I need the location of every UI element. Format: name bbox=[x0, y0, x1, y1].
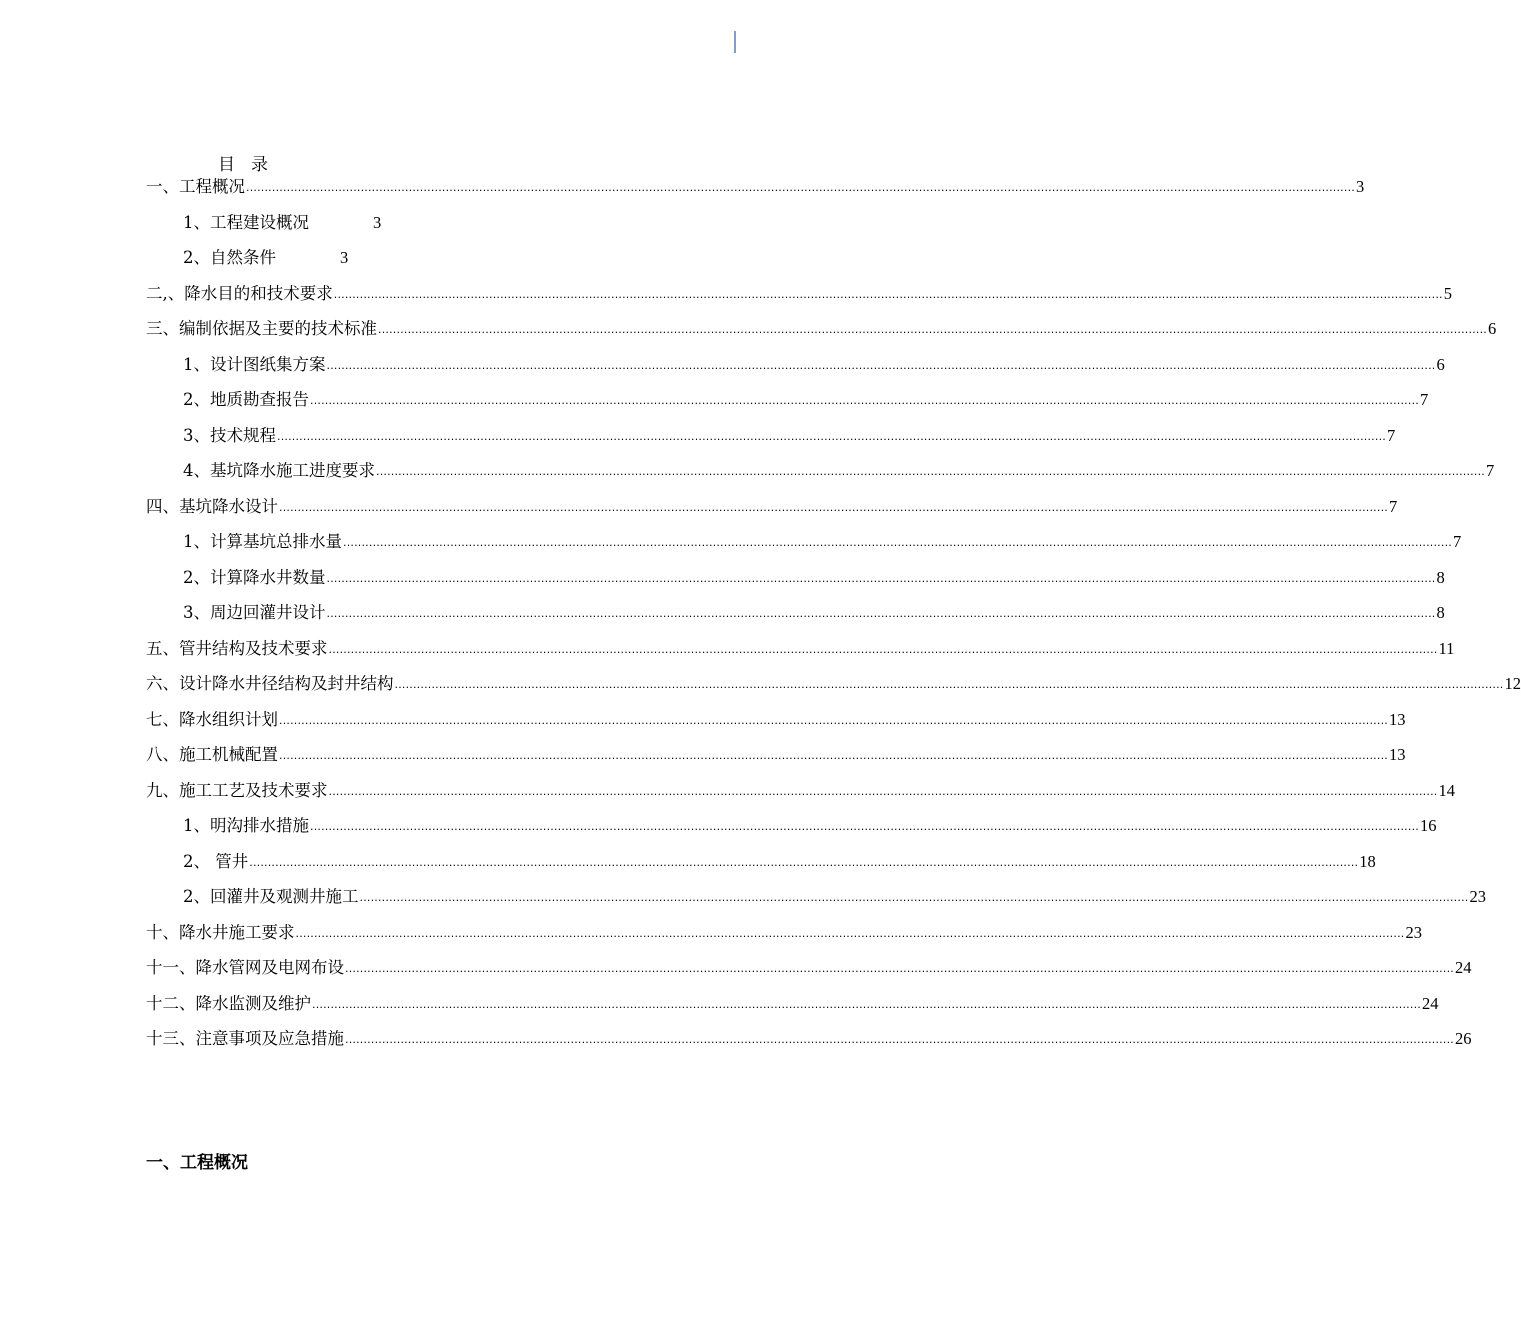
toc-entry-label: 九、施工工艺及技术要求 bbox=[146, 780, 328, 800]
toc-entry-page-number: 8 bbox=[1436, 567, 1445, 587]
toc-entry[interactable] bbox=[146, 709, 1406, 733]
toc-entry-label: 八、施工机械配置 bbox=[146, 745, 278, 764]
toc-dot-leader: ............................................................................................................................................................................................................................................................................................................ bbox=[333, 287, 1443, 301]
toc-entry-page-number: 24 bbox=[1421, 993, 1439, 1013]
toc-entry-label: 3、技术规程 bbox=[183, 425, 276, 445]
toc-entry[interactable] bbox=[146, 922, 1422, 946]
toc-entry-page-number: 7 bbox=[1452, 532, 1462, 551]
toc-entry-page-number: 14 bbox=[1438, 780, 1455, 800]
toc-entry[interactable] bbox=[183, 567, 1445, 591]
toc-entry[interactable] bbox=[146, 744, 1406, 768]
toc-entry-label: 4、基坑降水施工进度要求 bbox=[183, 461, 375, 480]
toc-dot-leader: ............................................................................................................................................................................................................................................................................................................ bbox=[326, 358, 1436, 372]
toc-entry[interactable] bbox=[183, 425, 1396, 449]
toc-dot-leader: ............................................................................................................................................................................................................................................................................................................ bbox=[345, 1033, 1454, 1046]
toc-entry-label: 2、自然条件 bbox=[183, 248, 276, 267]
toc-entry-label: 2、计算降水井数量 bbox=[183, 567, 326, 587]
toc-dot-leader: ............................................................................................................................................................................................................................................................................................................ bbox=[328, 784, 1438, 798]
toc-entry-label: 二,、降水目的和技术要求 bbox=[146, 283, 333, 303]
toc-entry-label: 三、编制依据及主要的技术标准 bbox=[146, 319, 377, 338]
toc-entry-page-number: 5 bbox=[1443, 283, 1452, 303]
toc-entry-page-number: 12 bbox=[1504, 674, 1521, 693]
section-heading: 一、工程概况 bbox=[146, 1153, 248, 1173]
toc-title-char-2: 录 bbox=[251, 155, 270, 175]
toc-entry-page-number: 3 bbox=[373, 212, 382, 232]
toc-entry[interactable] bbox=[183, 531, 1462, 555]
toc-entry[interactable] bbox=[146, 283, 1452, 307]
toc-entry-label: 五、管井结构及技术要求 bbox=[146, 638, 328, 658]
toc-dot-leader: ............................................................................................................................................................................................................................................................................................................ bbox=[378, 323, 1487, 336]
toc-entry-page-number: 6 bbox=[1436, 354, 1445, 374]
toc-entry-page-number: 7 bbox=[1386, 425, 1396, 445]
toc-dot-leader: ............................................................................................................................................................................................................................................................................................................ bbox=[279, 749, 1388, 762]
toc-entry[interactable] bbox=[183, 389, 1429, 413]
toc-entry-page-number: 13 bbox=[1388, 745, 1406, 764]
toc-entry[interactable] bbox=[183, 886, 1486, 910]
toc-entry-page-number: 24 bbox=[1454, 958, 1472, 977]
toc-entry-page-number: 23 bbox=[1405, 922, 1422, 942]
toc-entry-label: 2、 管井 bbox=[183, 851, 249, 871]
toc-entry[interactable] bbox=[146, 957, 1472, 981]
toc-entry[interactable] bbox=[146, 780, 1455, 804]
toc-entry-label: 十三、注意事项及应急措施 bbox=[146, 1029, 344, 1048]
toc-title bbox=[218, 150, 270, 175]
toc-entry[interactable] bbox=[146, 1028, 1472, 1052]
toc-dot-leader: ............................................................................................................................................................................................................................................................................................................ bbox=[310, 394, 1419, 407]
toc-dot-leader: ............................................................................................................................................................................................................................................................................................................ bbox=[312, 997, 1421, 1011]
toc-dot-leader: ............................................................................................................................................................................................................................................................................................................ bbox=[279, 713, 1388, 727]
toc-entry[interactable] bbox=[183, 354, 1445, 378]
toc-entry-page-number: 13 bbox=[1388, 709, 1406, 729]
toc-dot-leader: ............................................................................................................................................................................................................................................................................................................ bbox=[326, 607, 1436, 620]
toc-entry[interactable] bbox=[183, 212, 381, 234]
toc-entry-label: 十、降水井施工要求 bbox=[146, 922, 295, 942]
toc-dot-leader: ............................................................................................................................................................................................................................................................................................................ bbox=[310, 820, 1419, 833]
toc-entry-label: 十一、降水管网及电网布设 bbox=[146, 958, 344, 977]
toc-entry-label: 1、计算基坑总排水量 bbox=[183, 532, 342, 551]
toc-dot-leader: ............................................................................................................................................................................................................................................................................................................ bbox=[328, 642, 1438, 656]
toc-entry-page-number: 7 bbox=[1485, 461, 1495, 480]
toc-entry[interactable] bbox=[146, 176, 1365, 200]
toc-entry-label: 一、工程概况 bbox=[146, 177, 245, 196]
toc-entry[interactable] bbox=[146, 993, 1439, 1017]
toc-entry-page-number: 7 bbox=[1388, 496, 1398, 516]
toc-dot-leader: ............................................................................................................................................................................................................................................................................................................ bbox=[246, 181, 1355, 194]
toc-entry-label: 1、工程建设概况 bbox=[183, 212, 309, 232]
toc-dot-leader: ............................................................................................................................................................................................................................................................................................................ bbox=[277, 429, 1386, 443]
toc-entry[interactable] bbox=[183, 815, 1437, 839]
toc-entry-page-number: 3 bbox=[340, 248, 349, 267]
toc-entry-page-number: 8 bbox=[1436, 603, 1445, 622]
toc-entry[interactable] bbox=[183, 460, 1495, 484]
toc-dot-leader: ............................................................................................................................................................................................................................................................................................................ bbox=[295, 926, 1405, 940]
text-cursor-mark bbox=[734, 31, 736, 53]
toc-dot-leader: ............................................................................................................................................................................................................................................................................................................ bbox=[326, 571, 1436, 585]
toc-entry-page-number: 26 bbox=[1454, 1029, 1472, 1048]
toc-entry-label: 3、周边回灌井设计 bbox=[183, 603, 326, 622]
toc-dot-leader: ............................................................................................................................................................................................................................................................................................................ bbox=[345, 962, 1454, 975]
toc-entry-label: 六、设计降水井径结构及封井结构 bbox=[146, 674, 394, 693]
toc-dot-leader: ............................................................................................................................................................................................................................................................................................................ bbox=[279, 500, 1388, 514]
toc-dot-leader: ............................................................................................................................................................................................................................................................................................................ bbox=[376, 465, 1485, 478]
toc-entry-label: 2、回灌井及观测井施工 bbox=[183, 887, 359, 906]
toc-entry-page-number: 18 bbox=[1359, 851, 1376, 871]
toc-entry[interactable] bbox=[146, 496, 1398, 520]
toc-title-char-1: 目 bbox=[218, 155, 237, 175]
toc-entry[interactable] bbox=[183, 602, 1445, 626]
toc-entry-page-number: 11 bbox=[1438, 638, 1455, 658]
toc-entry-label: 十二、降水监测及维护 bbox=[146, 993, 311, 1013]
toc-entry-page-number: 7 bbox=[1419, 390, 1429, 409]
toc-entry-label: 1、明沟排水措施 bbox=[183, 816, 309, 835]
toc-entry[interactable] bbox=[146, 638, 1455, 662]
toc-entry-page-number: 6 bbox=[1487, 319, 1497, 338]
toc-dot-leader: ............................................................................................................................................................................................................................................................................................................ bbox=[359, 891, 1469, 904]
toc-entry-label: 1、设计图纸集方案 bbox=[183, 354, 326, 374]
toc-entry[interactable] bbox=[183, 247, 348, 269]
toc-entry-page-number: 23 bbox=[1469, 887, 1486, 906]
toc-entry[interactable] bbox=[183, 851, 1376, 875]
toc-dot-leader: ............................................................................................................................................................................................................................................................................................................ bbox=[249, 855, 1359, 869]
toc-entry-label: 四、基坑降水设计 bbox=[146, 496, 278, 516]
toc-entry-label: 2、地质勘查报告 bbox=[183, 390, 309, 409]
toc-entry[interactable] bbox=[146, 673, 1521, 697]
toc-entry-label: 七、降水组织计划 bbox=[146, 709, 278, 729]
toc-entry-page-number: 3 bbox=[1355, 177, 1365, 196]
toc-entry-page-number: 16 bbox=[1419, 816, 1437, 835]
toc-dot-leader: ............................................................................................................................................................................................................................................................................................................ bbox=[343, 536, 1452, 549]
toc-entry[interactable] bbox=[146, 318, 1497, 342]
toc-dot-leader: ............................................................................................................................................................................................................................................................................................................ bbox=[394, 678, 1504, 691]
